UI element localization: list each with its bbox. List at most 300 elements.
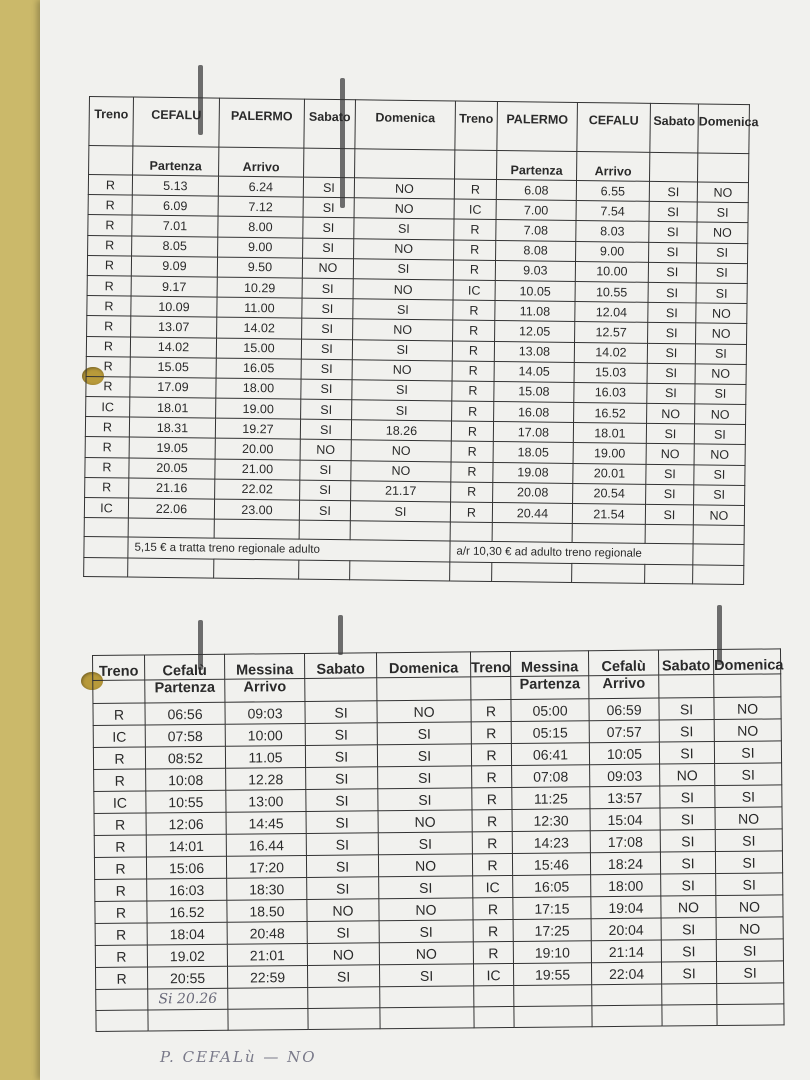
table-cell: SI [303, 177, 354, 198]
table-cell: SI [694, 485, 745, 506]
table-cell: R [473, 897, 513, 919]
empty-cell [514, 985, 592, 1007]
table-cell: R [93, 703, 145, 725]
table-cell: 15:06 [146, 856, 226, 879]
fare-note-single: 5,15 € a tratta treno regionale adulto [128, 537, 450, 562]
table-cell: 18:30 [227, 877, 307, 900]
table-cell: 18.00 [216, 378, 301, 399]
column-header: Messina [224, 653, 304, 679]
table-cell: IC [86, 397, 130, 418]
handwritten-footer-note: P. CEFALù — NO [160, 1048, 317, 1066]
table-cell: 6.24 [218, 176, 303, 197]
table-cell: 8.08 [496, 240, 576, 261]
table-cell: 19.05 [129, 437, 215, 458]
table-cell: 06:56 [145, 702, 225, 725]
table-cell: R [95, 879, 147, 901]
table-cell: R [87, 255, 131, 276]
table-cell: 21.16 [129, 478, 215, 499]
table-cell: R [450, 502, 492, 523]
table-cell: 12.28 [226, 767, 306, 790]
table-cell: 12.05 [495, 321, 575, 342]
table-cell: NO [695, 404, 746, 425]
table-cell: 20.08 [493, 482, 573, 503]
empty-cell [84, 537, 128, 559]
table-cell: NO [379, 898, 473, 921]
table-cell: 20.01 [573, 463, 646, 484]
table-cell: SI [649, 181, 697, 202]
table-cell: 21.54 [572, 503, 645, 524]
table-cell: 09:03 [590, 764, 660, 787]
table-cell: SI [352, 400, 452, 421]
table-cell: SI [646, 484, 694, 505]
table-cell: SI [714, 741, 781, 764]
table-cell: R [473, 919, 513, 941]
column-header: Sabato [304, 99, 356, 149]
table-cell: 16:05 [513, 875, 591, 898]
table-cell: 12:30 [512, 809, 590, 832]
column-subheader: Arrivo [225, 678, 305, 702]
empty-cell [350, 521, 450, 541]
timetable-cefalu-palermo [83, 96, 759, 585]
table-cell: SI [715, 785, 782, 808]
column-header: Domenica [376, 652, 470, 678]
table-cell: 20:55 [147, 966, 227, 989]
table-cell: 14:23 [512, 831, 590, 854]
table-cell: 15.03 [574, 362, 647, 383]
table-cell: 15.05 [130, 357, 216, 378]
table-cell: SI [300, 480, 351, 501]
table-cell: R [93, 747, 145, 769]
empty-cell [380, 1007, 474, 1029]
table-cell: 7.12 [218, 196, 303, 217]
table-cell: SI [694, 424, 745, 445]
table-cell: SI [715, 851, 782, 874]
table-cell: SI [302, 318, 353, 339]
table-cell: 06:41 [511, 743, 589, 766]
empty-cell [662, 1005, 717, 1027]
column-subheader: Partenza [511, 676, 589, 700]
empty-cell [514, 1006, 592, 1028]
table-cell: SI [660, 852, 715, 875]
table-cell: SI [647, 383, 695, 404]
table-cell: SI [307, 965, 379, 988]
empty-cell [492, 523, 572, 543]
table-cell: 20.44 [492, 502, 572, 523]
table-cell: R [452, 401, 494, 422]
empty-cell [450, 562, 492, 582]
table-cell: 11.08 [495, 301, 575, 322]
empty-cell [308, 1008, 380, 1030]
column-header: Sabato [650, 103, 699, 153]
table-cell: SI [379, 964, 473, 987]
table-cell: NO [378, 854, 472, 877]
empty-cell [572, 524, 645, 544]
staple-mark [338, 615, 343, 655]
table-cell: 11:25 [512, 787, 590, 810]
table-cell: R [453, 260, 495, 281]
column-header: Domenica [713, 649, 780, 675]
table-cell: 11.05 [225, 745, 305, 768]
table-cell: NO [697, 182, 748, 203]
table-cell: SI [378, 832, 472, 855]
table-cell: R [471, 699, 511, 721]
table-cell: 9.09 [131, 256, 217, 277]
table-cell: IC [473, 963, 513, 985]
table-cell: 08:52 [145, 746, 225, 769]
table-cell: R [94, 835, 146, 857]
table-cell: R [472, 765, 512, 787]
table-cell: NO [352, 359, 452, 380]
table-cell: 6.08 [496, 179, 576, 200]
table-cell: SI [660, 830, 715, 853]
table-cell: 21:01 [227, 943, 307, 966]
table-cell: SI [305, 745, 377, 768]
table-cell: R [451, 462, 493, 483]
table-cell: SI [646, 424, 694, 445]
table-cell: SI [645, 504, 693, 525]
table-cell: 16.52 [147, 900, 227, 923]
column-header: Cefalù [145, 654, 225, 680]
table-cell: NO [715, 807, 782, 830]
table-cell: SI [305, 723, 377, 746]
table-cell: R [87, 296, 131, 317]
table-cell: SI [307, 921, 379, 944]
table-cell: R [452, 340, 494, 361]
table-cell: R [87, 275, 131, 296]
table-cell: SI [695, 343, 746, 364]
table-cell: NO [353, 279, 453, 300]
empty-cell [299, 520, 350, 540]
table-cell: R [451, 441, 493, 462]
table-cell: NO [378, 810, 472, 833]
column-header: PALERMO [497, 101, 578, 151]
empty-cell [492, 563, 572, 583]
table-cell: 19.27 [215, 418, 300, 439]
table-cell: NO [660, 764, 715, 787]
table-cell: SI [353, 299, 453, 320]
table-cell: 05:15 [511, 721, 589, 744]
table-cell: 5.13 [132, 175, 218, 196]
table-cell: SI [647, 363, 695, 384]
table-cell: SI [352, 339, 452, 360]
table-cell: 15:46 [512, 853, 590, 876]
table-cell: NO [379, 942, 473, 965]
table-cell: SI [659, 720, 714, 743]
table-cell: SI [649, 222, 697, 243]
table-cell: SI [697, 202, 748, 223]
table-cell: R [472, 787, 512, 809]
table-cell: SI [377, 722, 471, 745]
table-cell: 23.00 [214, 499, 299, 520]
table-cell: SI [648, 323, 696, 344]
table-cell: R [95, 967, 147, 989]
table-cell: 19:04 [591, 896, 661, 919]
table-cell: R [85, 437, 129, 458]
table-cell: NO [696, 323, 747, 344]
empty-cell [350, 561, 450, 581]
empty-cell [645, 565, 693, 585]
column-subheader: Arrivo [577, 151, 650, 181]
column-header: Treno [93, 655, 145, 680]
empty-cell [84, 518, 128, 538]
table-cell: SI [648, 282, 696, 303]
table-cell: 18:24 [590, 852, 660, 875]
table-cell: SI [301, 359, 352, 380]
table-cell: SI [646, 464, 694, 485]
table-cell: NO [302, 258, 353, 279]
empty-cell [228, 987, 308, 1009]
table-cell: 15:04 [590, 808, 660, 831]
table-cell: 12.04 [575, 302, 648, 323]
table-cell: 20:48 [227, 921, 307, 944]
table-cell: 14:45 [226, 811, 306, 834]
column-header: Treno [455, 101, 498, 151]
empty-cell [84, 558, 128, 578]
empty-cell [474, 1006, 514, 1027]
column-subheader [714, 674, 781, 698]
table-cell: SI [378, 788, 472, 811]
table-cell: 21:14 [591, 940, 661, 963]
table-cell: 15.08 [494, 381, 574, 402]
table-cell: SI [648, 262, 696, 283]
table-cell: SI [661, 874, 716, 897]
table-cell: R [86, 336, 130, 357]
empty-cell [717, 1004, 784, 1026]
column-header: Treno [470, 651, 510, 676]
table-cell: 18.50 [227, 899, 307, 922]
table-cell: 11.00 [217, 297, 302, 318]
table-cell: 14.02 [574, 342, 647, 363]
table-cell: R [94, 769, 146, 791]
table-cell: IC [84, 497, 128, 518]
table-cell: 19:10 [513, 941, 591, 964]
table-cell: 10.29 [217, 277, 302, 298]
table-cell: 18:04 [147, 922, 227, 945]
table-cell: IC [94, 791, 146, 813]
table-cell: NO [307, 943, 379, 966]
table-cell: 18.05 [493, 442, 573, 463]
table-cell: 22.02 [215, 479, 300, 500]
empty-cell [645, 525, 693, 545]
table-cell: 18.01 [573, 423, 646, 444]
empty-cell [717, 983, 784, 1005]
column-subheader [89, 146, 133, 176]
table-cell: SI [715, 829, 782, 852]
column-header: Treno [89, 97, 134, 147]
table-cell: 14:01 [146, 834, 226, 857]
table-cell: 06:59 [589, 698, 659, 721]
timetable-cefalu-messina [92, 648, 785, 1032]
table-cell: R [473, 941, 513, 963]
table-cell: 20.54 [573, 483, 646, 504]
table-cell: SI [299, 500, 350, 521]
table-cell: NO [300, 440, 351, 461]
table-cell: NO [697, 222, 748, 243]
table-cell: R [454, 240, 496, 261]
empty-cell [214, 559, 299, 579]
table-cell: SI [377, 744, 471, 767]
column-subheader [649, 152, 697, 182]
table-cell: NO [354, 238, 454, 259]
empty-cell [299, 560, 350, 580]
table-cell: 10.00 [575, 261, 648, 282]
table-cell: 12:06 [146, 812, 226, 835]
table-cell: SI [661, 962, 716, 985]
table-cell: 18.26 [351, 420, 451, 441]
table-cell: 10:55 [146, 790, 226, 813]
empty-cell [308, 987, 380, 1009]
table-cell: 07:57 [589, 720, 659, 743]
table-cell: SI [302, 278, 353, 299]
column-subheader [455, 150, 497, 180]
column-subheader [305, 678, 377, 702]
table-cell: 20.05 [129, 458, 215, 479]
table-cell: SI [716, 939, 783, 962]
table-cell: 10:05 [589, 742, 659, 765]
column-subheader [304, 148, 355, 178]
table-cell: 14.02 [130, 337, 216, 358]
table-cell: NO [716, 895, 783, 918]
table-cell: 6.55 [576, 180, 649, 201]
table-cell: SI [306, 767, 378, 790]
empty-cell [96, 1010, 148, 1031]
table-cell: 07:58 [145, 724, 225, 747]
column-header: Domenica [698, 104, 750, 154]
empty-cell [693, 544, 744, 566]
table-cell: SI [306, 833, 378, 856]
table-cell: 13:57 [590, 786, 660, 809]
table-cell: 13.08 [494, 341, 574, 362]
table-cell: 07:08 [512, 765, 590, 788]
empty-cell [572, 564, 645, 584]
column-subheader: Arrivo [219, 147, 304, 177]
table-cell: SI [301, 339, 352, 360]
table-cell: NO [354, 178, 454, 199]
table-cell: R [94, 857, 146, 879]
table-cell: 16.05 [216, 358, 301, 379]
column-subheader: Partenza [133, 146, 219, 176]
table-cell: 17.08 [493, 422, 573, 443]
table-cell: 19.02 [147, 944, 227, 967]
table-cell: R [472, 831, 512, 853]
handwritten-cell-note: Si 20.26 [148, 988, 228, 1010]
table-cell: SI [695, 384, 746, 405]
table-cell: SI [352, 380, 452, 401]
table-cell: SI [659, 742, 714, 765]
empty-cell [96, 989, 148, 1010]
table-cell: SI [649, 202, 697, 223]
column-subheader [93, 680, 145, 703]
table-cell: 22:59 [227, 965, 307, 988]
table-cell: SI [659, 698, 714, 721]
empty-cell [450, 522, 492, 542]
table-cell: NO [661, 896, 716, 919]
table-cell: SI [302, 298, 353, 319]
table-cell: SI [716, 873, 783, 896]
column-subheader: Partenza [497, 150, 577, 180]
table-cell: SI [306, 811, 378, 834]
table-cell: R [85, 417, 129, 438]
table-cell: SI [694, 465, 745, 486]
empty-cell [693, 565, 744, 585]
table-cell: 19.08 [493, 462, 573, 483]
table-cell: 10:00 [225, 723, 305, 746]
table-cell: R [471, 721, 511, 743]
table-cell: R [452, 381, 494, 402]
table-cell: R [472, 853, 512, 875]
table-cell: R [95, 923, 147, 945]
table-cell: 05:00 [511, 699, 589, 722]
table-cell: NO [354, 198, 454, 219]
table-cell: NO [353, 319, 453, 340]
table-cell: NO [714, 697, 781, 720]
table-cell: SI [715, 763, 782, 786]
table-cell: R [454, 219, 496, 240]
table-cell: 15.00 [216, 338, 301, 359]
column-header: CEFALU [133, 97, 220, 147]
table-cell: 8.05 [132, 236, 218, 257]
table-cell: IC [454, 199, 496, 220]
table-cell: NO [716, 917, 783, 940]
column-header: Domenica [355, 100, 456, 150]
column-subheader [471, 676, 511, 699]
table-cell: NO [696, 303, 747, 324]
table-cell: NO [351, 440, 451, 461]
column-header: Sabato [304, 653, 376, 679]
table-cell: 16.03 [574, 382, 647, 403]
table-cell: R [86, 356, 130, 377]
table-cell: NO [351, 460, 451, 481]
table-cell: SI [306, 789, 378, 812]
table-cell: SI [378, 766, 472, 789]
column-header: Cefalù [588, 650, 658, 676]
table-cell: NO [377, 700, 471, 723]
table-cell: 6.09 [132, 195, 218, 216]
empty-cell [148, 1009, 228, 1031]
table-cell: 7.01 [132, 215, 218, 236]
table-cell: R [451, 482, 493, 503]
table-cell: SI [697, 242, 748, 263]
table-cell: 21.17 [351, 481, 451, 502]
table-cell: NO [647, 403, 695, 424]
table-cell: 18:00 [591, 874, 661, 897]
table-cell: 10:08 [146, 768, 226, 791]
table-cell: R [85, 477, 129, 498]
table-cell: 17:08 [590, 830, 660, 853]
column-subheader: Partenza [145, 679, 225, 703]
table-cell: R [87, 316, 131, 337]
table-cell: 7.54 [576, 201, 649, 222]
table-cell: 16.44 [226, 833, 306, 856]
table-cell: SI [300, 460, 351, 481]
table-cell: NO [714, 719, 781, 742]
table-cell: SI [350, 501, 450, 522]
column-header: Sabato [658, 650, 713, 676]
table-cell: SI [379, 920, 473, 943]
empty-cell [380, 986, 474, 1008]
empty-cell [128, 558, 214, 578]
table-cell: 9.03 [495, 260, 575, 281]
table-cell: 22:04 [591, 962, 661, 985]
column-subheader [377, 677, 471, 701]
table-cell: 9.00 [576, 241, 649, 262]
table-cell: SI [647, 343, 695, 364]
table-cell: 14.05 [494, 361, 574, 382]
table-cell: SI [303, 197, 354, 218]
table-cell: R [472, 809, 512, 831]
table-cell: 17.09 [130, 377, 216, 398]
column-header: Messina [510, 651, 588, 677]
